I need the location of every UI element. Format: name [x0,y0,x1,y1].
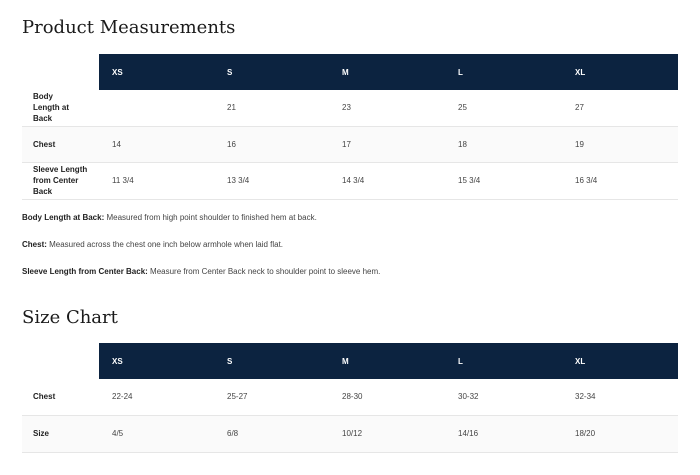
table-cell: 14 [99,126,214,162]
table-row [22,162,678,199]
table-cell: 32-34 [562,379,678,415]
table-cell: 23 [329,90,445,126]
size-header-l: L [445,54,562,90]
table-cell: 30-32 [445,379,562,415]
size-header-l: L [445,343,562,379]
table-cell [99,90,214,126]
size-header-s: S [214,343,329,379]
table-cell: 18 [445,126,562,162]
row-label-body-length: Body Length at Back [22,90,99,126]
table-cell: 16 [214,126,329,162]
header-corner [22,343,99,379]
size-chart-title: Size Chart [22,307,118,328]
note-sleeve-length [22,267,380,277]
table-cell: 25-27 [214,379,329,415]
table-cell: 11 3/4 [99,162,214,199]
size-header-m: M [329,54,445,90]
table-row [22,379,678,415]
table-cell: 14/16 [445,415,562,452]
table-cell: 28-30 [329,379,445,415]
size-header-xl: XL [562,343,678,379]
table-row [22,126,678,162]
size-chart-table [22,343,678,453]
note-text: Measured from high point shoulder to finished hem at back. [104,213,317,222]
table-cell: 25 [445,90,562,126]
note-chest [22,240,283,250]
table-cell: 17 [329,126,445,162]
table-cell: 18/20 [562,415,678,452]
row-label-sleeve-length: Sleeve Length from Center Back [22,162,99,199]
note-body-length [22,213,317,223]
row-label-size: Size [22,415,99,452]
size-header-s: S [214,54,329,90]
table-cell: 15 3/4 [445,162,562,199]
table-cell: 22-24 [99,379,214,415]
table-cell: 10/12 [329,415,445,452]
table-cell: 27 [562,90,678,126]
table-row [22,90,678,126]
note-text: Measure from Center Back neck to shoulder point to sleeve hem. [147,267,381,276]
size-header-m: M [329,343,445,379]
size-header-xl: XL [562,54,678,90]
note-term: Body Length at Back: [22,213,105,222]
row-label-chest: Chest [22,379,99,415]
table-cell: 13 3/4 [214,162,329,199]
note-text: Measured across the chest one inch below armhole when laid flat. [46,240,284,249]
table-cell: 6/8 [214,415,329,452]
measurements-header-row [22,54,678,90]
size-chart-header-row [22,343,678,379]
table-cell: 16 3/4 [562,162,678,199]
note-term: Sleeve Length from Center Back: [22,267,148,276]
size-header-xs: XS [99,343,214,379]
table-cell: 4/5 [99,415,214,452]
table-cell: 19 [562,126,678,162]
size-header-xs: XS [99,54,214,90]
header-corner [22,54,99,90]
measurements-title: Product Measurements [22,17,236,38]
note-term: Chest: [22,240,47,249]
table-cell: 14 3/4 [329,162,445,199]
table-cell: 21 [214,90,329,126]
table-row [22,415,678,452]
measurements-table [22,54,678,200]
row-label-chest: Chest [22,126,99,162]
